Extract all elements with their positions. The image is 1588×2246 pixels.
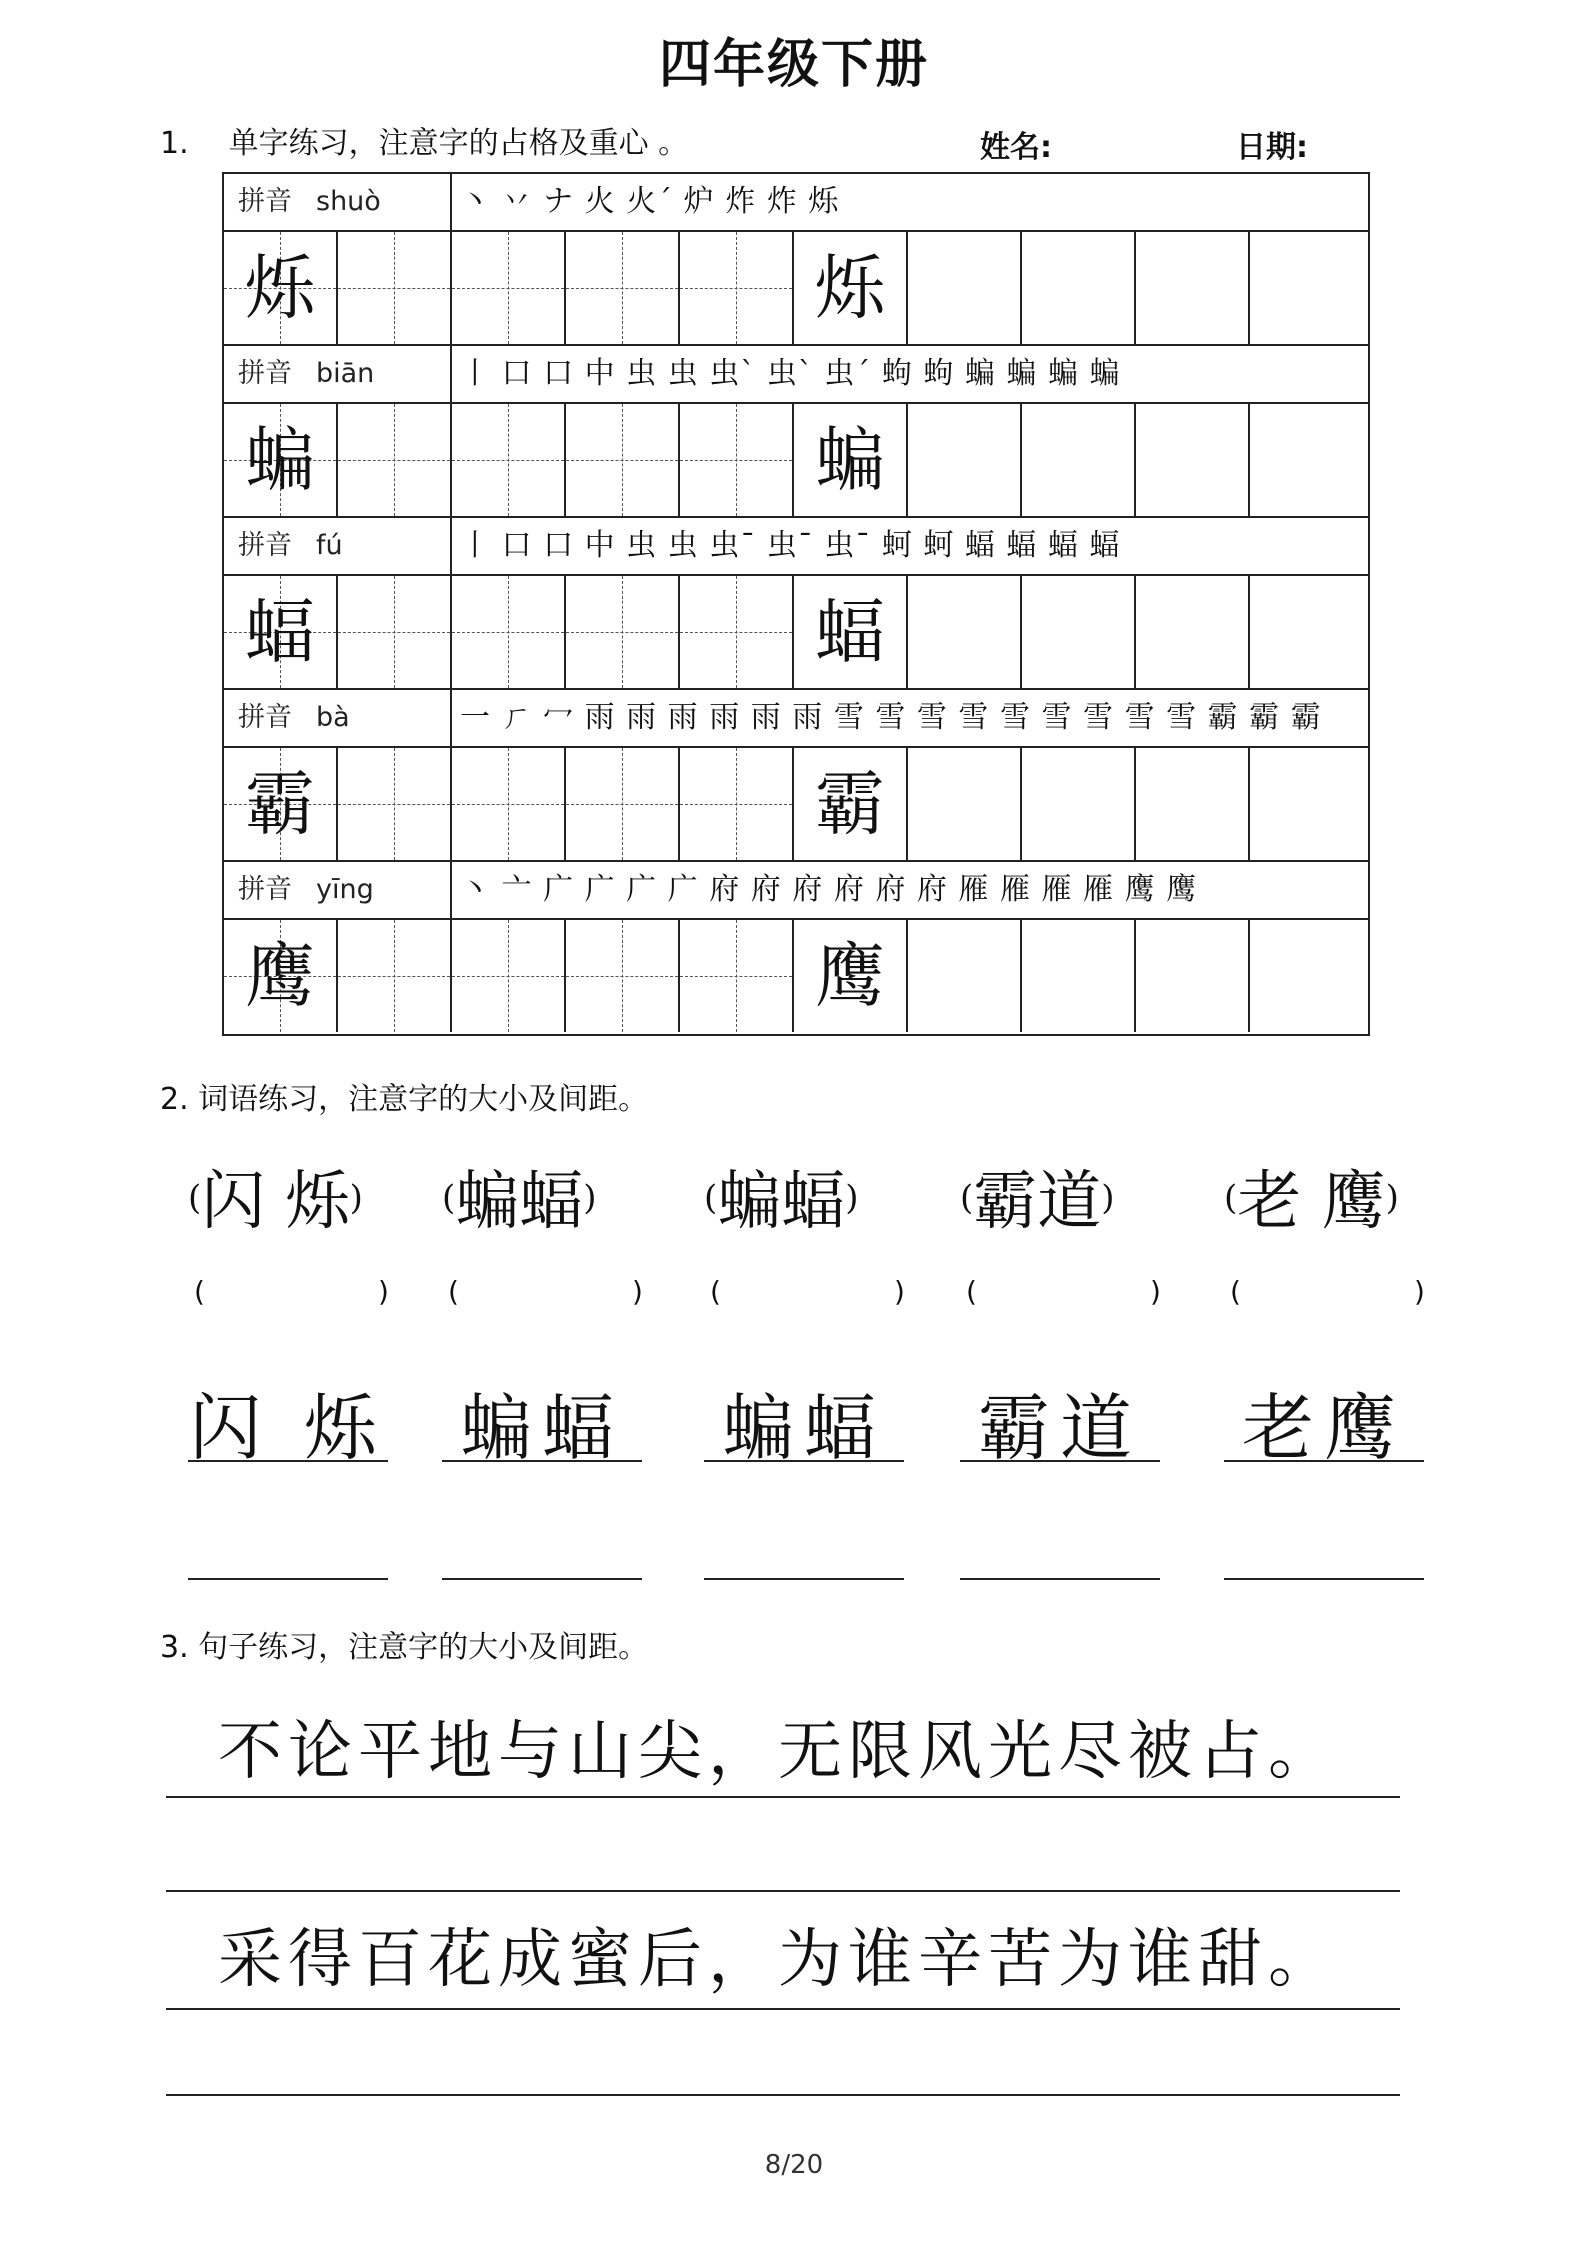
close-paren: ) (1101, 1178, 1115, 1218)
model-character: 烁 (245, 247, 315, 329)
pinyin-text: fú (316, 530, 343, 561)
writing-cell[interactable] (1250, 748, 1368, 860)
pinyin-blank-close[interactable]: ) (378, 1275, 389, 1308)
writing-cell[interactable] (1250, 576, 1368, 688)
sentence-blank-line[interactable] (166, 1890, 1400, 1892)
model-character: 鹰 (245, 935, 315, 1017)
writing-cell[interactable] (1250, 920, 1368, 1032)
word-underline (442, 1460, 642, 1462)
writing-cell[interactable] (680, 232, 794, 344)
writing-cell[interactable] (338, 920, 452, 1032)
pinyin-blank-open[interactable]: ( (710, 1275, 721, 1308)
model-character-cell (224, 920, 338, 1032)
writing-cell[interactable] (908, 748, 1022, 860)
pinyin-blank-close[interactable]: ) (894, 1275, 905, 1308)
writing-cell[interactable] (1022, 232, 1136, 344)
practice-word: 老鹰 (1241, 1386, 1406, 1470)
writing-cell[interactable] (452, 920, 566, 1032)
section1-number: 1. (160, 126, 189, 161)
date-label: 日期: (1236, 130, 1308, 165)
writing-cell[interactable] (1136, 576, 1250, 688)
sentence-1: 不论平地与山尖，无限风光尽被占。 (218, 1715, 1338, 1789)
writing-cell[interactable] (680, 748, 794, 860)
close-paren: ) (1385, 1178, 1399, 1218)
trace-character-cell (794, 748, 908, 860)
character-practice-grid (222, 172, 1370, 1036)
sentence-line (166, 2008, 1400, 2010)
open-paren: ( (960, 1178, 974, 1218)
pinyin-blank-open[interactable]: ( (448, 1275, 459, 1308)
pinyin-text: bà (316, 702, 350, 733)
stroke-order: 丶 丷 ナ 火 火ˊ 炉 炸 炸 烁 (460, 184, 840, 219)
word-guide (1224, 1150, 1399, 1242)
writing-cell[interactable] (338, 232, 452, 344)
pinyin-label: 拼音 (238, 358, 292, 389)
writing-cell[interactable] (680, 920, 794, 1032)
word-blank-line[interactable] (188, 1578, 388, 1580)
name-label: 姓名: (980, 130, 1052, 165)
pinyin-cell (224, 518, 452, 574)
writing-cell[interactable] (908, 232, 1022, 344)
practice-word: 蝙蝠 (459, 1386, 624, 1470)
sentence-line (166, 1796, 1400, 1798)
pinyin-text: yīng (316, 874, 374, 905)
section2-heading: 2. 词语练习，注意字的大小及间距。 (160, 1082, 649, 1117)
stroke-order: 一 ㄏ 冖 雨 雨 雨 雨 雨 雨 雪 雪 雪 雪 雪 雪 雪 雪 雪 霸 霸 霸 (460, 700, 1322, 735)
practice-word: 蝙蝠 (721, 1386, 886, 1470)
model-character: 鹰 (815, 935, 885, 1017)
pinyin-row (224, 346, 1368, 404)
close-paren: ) (845, 1178, 859, 1218)
word-guide (188, 1150, 363, 1242)
close-paren: ) (349, 1178, 363, 1218)
section3-heading: 3. 句子练习，注意字的大小及间距。 (160, 1630, 649, 1665)
model-character-cell (224, 576, 338, 688)
word-guide (960, 1150, 1115, 1242)
pinyin-row (224, 862, 1368, 920)
pinyin-cell (224, 690, 452, 746)
pinyin-label: 拼音 (238, 702, 292, 733)
stroke-order: 丶 亠 广 广 广 广 府 府 府 府 府 府 雁 雁 雁 雁 鹰 鹰 (460, 872, 1198, 907)
writing-cell[interactable] (338, 576, 452, 688)
character-row (224, 404, 1368, 518)
word-guide-text: 闪 烁 (201, 1165, 350, 1239)
word-guide-text: 蝙蝠 (717, 1165, 846, 1239)
pinyin-text: biān (316, 358, 375, 389)
writing-cell[interactable] (566, 920, 680, 1032)
word-guide (442, 1150, 597, 1242)
pinyin-cell (224, 346, 452, 402)
trace-character-cell (794, 232, 908, 344)
writing-cell[interactable] (1136, 920, 1250, 1032)
writing-cell[interactable] (452, 748, 566, 860)
writing-cell[interactable] (338, 748, 452, 860)
writing-cell[interactable] (1022, 748, 1136, 860)
stroke-order: 丨 口 口 中 虫 虫 虫ˋ 虫ˋ 虫ˊ 蚼 蚼 蝙 蝙 蝙 蝙 (460, 356, 1121, 391)
pinyin-text: shuò (316, 186, 381, 217)
open-paren: ( (1224, 1178, 1238, 1218)
model-character: 烁 (815, 247, 885, 329)
pinyin-label: 拼音 (238, 530, 292, 561)
pinyin-blank-open[interactable]: ( (194, 1275, 205, 1308)
pinyin-blank-open[interactable]: ( (1230, 1275, 1241, 1308)
sentence-blank-line[interactable] (166, 2094, 1400, 2096)
word-blank-line[interactable] (960, 1578, 1160, 1580)
section1-heading (160, 118, 688, 162)
writing-cell[interactable] (1136, 232, 1250, 344)
trace-character-cell (794, 576, 908, 688)
trace-character-cell (794, 404, 908, 516)
writing-cell[interactable] (908, 920, 1022, 1032)
writing-cell[interactable] (908, 576, 1022, 688)
model-character: 霸 (245, 763, 315, 845)
model-character-cell (224, 748, 338, 860)
character-row (224, 576, 1368, 690)
writing-cell[interactable] (1022, 920, 1136, 1032)
writing-cell[interactable] (566, 576, 680, 688)
close-paren: ) (583, 1178, 597, 1218)
writing-cell[interactable] (1022, 404, 1136, 516)
word-guide-text: 霸道 (973, 1165, 1102, 1239)
writing-cell[interactable] (338, 404, 452, 516)
section1-instruction: 单字练习，注意字的占格及重心 。 (228, 126, 689, 161)
word-guide-text: 老 鹰 (1237, 1165, 1386, 1239)
pinyin-blank-open[interactable]: ( (966, 1275, 977, 1308)
page-title: 四年级下册 (658, 35, 929, 95)
model-character: 蝙 (245, 419, 315, 501)
word-underline (960, 1460, 1160, 1462)
word-blank-line[interactable] (442, 1578, 642, 1580)
writing-cell[interactable] (452, 232, 566, 344)
model-character: 蝠 (815, 591, 885, 673)
writing-cell[interactable] (680, 576, 794, 688)
model-character-cell (224, 232, 338, 344)
word-guide-text: 蝙蝠 (455, 1165, 584, 1239)
writing-cell[interactable] (1136, 404, 1250, 516)
character-row (224, 920, 1368, 1034)
writing-cell[interactable] (566, 404, 680, 516)
pinyin-row (224, 518, 1368, 576)
pinyin-blank-close[interactable]: ) (1414, 1275, 1425, 1308)
pinyin-row (224, 690, 1368, 748)
writing-cell[interactable] (1250, 232, 1368, 344)
writing-cell[interactable] (566, 232, 680, 344)
pinyin-blank-close[interactable]: ) (632, 1275, 643, 1308)
word-blank-line[interactable] (1224, 1578, 1424, 1580)
writing-cell[interactable] (680, 404, 794, 516)
word-underline (188, 1460, 388, 1462)
writing-cell[interactable] (908, 404, 1022, 516)
character-row (224, 748, 1368, 862)
page-number: 8/20 (764, 2150, 824, 2180)
sentence-2: 采得百花成蜜后，为谁辛苦为谁甜。 (218, 1923, 1338, 1997)
writing-cell[interactable] (452, 576, 566, 688)
writing-cell[interactable] (566, 748, 680, 860)
pinyin-cell (224, 862, 452, 918)
pinyin-label: 拼音 (238, 186, 292, 217)
stroke-order: 丨 口 口 中 虫 虫 虫ˉ 虫ˉ 虫ˉ 蚵 蚵 蝠 蝠 蝠 蝠 (460, 528, 1121, 563)
word-underline (704, 1460, 904, 1462)
word-underline (1224, 1460, 1424, 1462)
word-guide (704, 1150, 859, 1242)
practice-word: 闪 烁 (189, 1386, 387, 1470)
pinyin-cell (224, 174, 452, 230)
word-blank-line[interactable] (704, 1578, 904, 1580)
open-paren: ( (188, 1178, 202, 1218)
open-paren: ( (704, 1178, 718, 1218)
practice-word: 霸道 (977, 1386, 1142, 1470)
model-character-cell (224, 404, 338, 516)
writing-cell[interactable] (452, 404, 566, 516)
character-row (224, 232, 1368, 346)
model-character: 蝙 (815, 419, 885, 501)
writing-cell[interactable] (1250, 404, 1368, 516)
writing-cell[interactable] (1022, 576, 1136, 688)
trace-character-cell (794, 920, 908, 1032)
pinyin-blank-close[interactable]: ) (1150, 1275, 1161, 1308)
model-character: 蝠 (245, 591, 315, 673)
pinyin-row (224, 174, 1368, 232)
open-paren: ( (442, 1178, 456, 1218)
writing-cell[interactable] (1136, 748, 1250, 860)
pinyin-label: 拼音 (238, 874, 292, 905)
model-character: 霸 (815, 763, 885, 845)
